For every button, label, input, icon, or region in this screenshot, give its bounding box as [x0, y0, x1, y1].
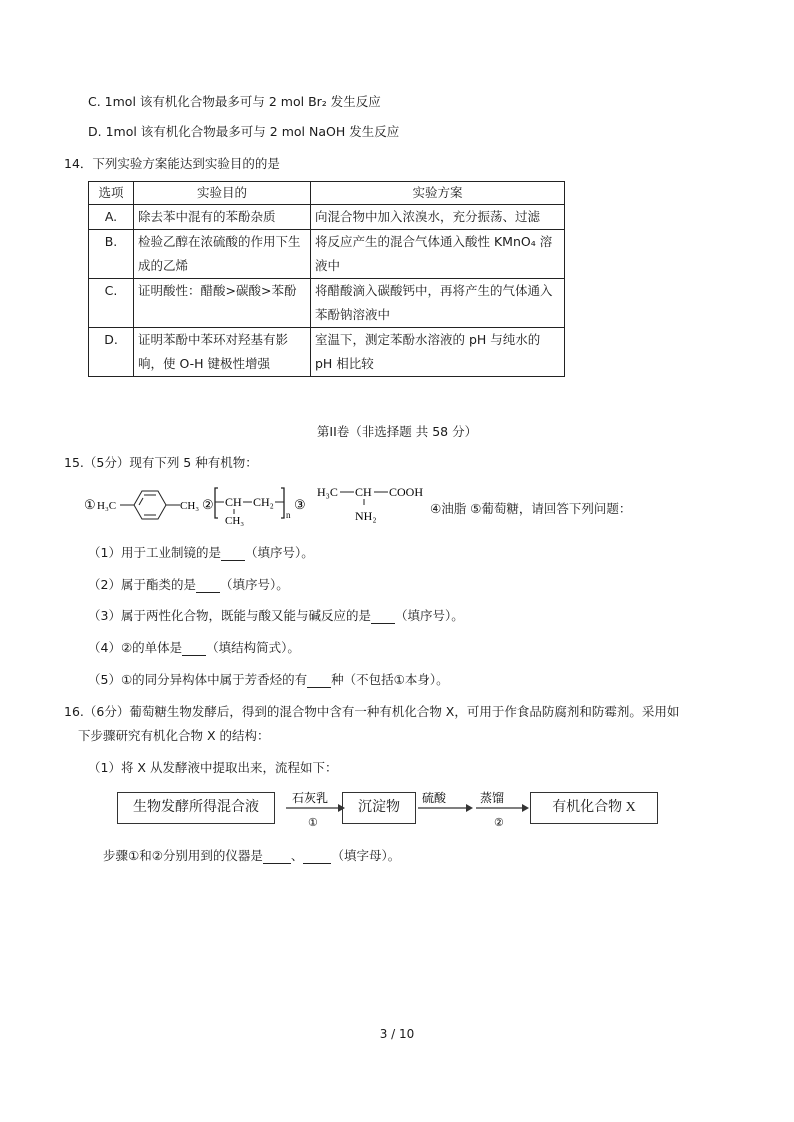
polymer-n: n	[286, 510, 291, 520]
row-plan: 室温下，测定苯酚水溶液的 pH 与纯水的 pH 相比较	[311, 328, 565, 377]
polymer-ch2: CH₂	[253, 495, 274, 509]
sub-text: （填字母）。	[331, 848, 401, 863]
q16-sub-1-tail	[103, 846, 400, 864]
q15-sub-1	[88, 543, 314, 561]
q15-sub-2	[88, 575, 289, 593]
row-goal: 证明苯酚中苯环对羟基有影响，使 O-H 键极性增强	[134, 328, 311, 377]
row-goal: 除去苯中混有的苯酚杂质	[134, 205, 311, 230]
sub-text: （填序号）。	[244, 545, 314, 560]
row-option: A.	[89, 205, 134, 230]
sub-text: （填结构简式）。	[206, 640, 300, 655]
label-1: ①	[84, 497, 96, 512]
row-goal: 证明酸性：醋酸>碳酸>苯酚	[134, 279, 311, 328]
arrow1-step: ①	[308, 817, 318, 829]
alanine-methyl: H₃C	[317, 485, 338, 499]
q15-sub-4	[88, 638, 300, 656]
q14-stem: 14．下列实验方案能达到实验目的的是	[64, 156, 280, 171]
flow-box-compound-x: 有机化合物 X	[530, 792, 658, 824]
label-3: ③	[294, 497, 306, 512]
table-header-row	[89, 182, 565, 205]
table-row	[89, 230, 565, 279]
row-option: C.	[89, 279, 134, 328]
sub-text: 步骤①和②分别用到的仪器是	[103, 848, 263, 863]
q14-options-table	[88, 181, 565, 377]
q13-option-c: C. 1mol 该有机化合物最多可与 2 mol Br₂ 发生反应	[88, 94, 381, 109]
polymer-methyl: CH₃	[225, 515, 245, 527]
row-goal: 检验乙醇在浓硫酸的作用下生成的乙烯	[134, 230, 311, 279]
sub-text: （4）②的单体是	[88, 640, 183, 655]
sub-text: （1）用于工业制镜的是	[88, 545, 221, 560]
q15-structures	[84, 478, 434, 530]
table-row	[89, 328, 565, 377]
q15-sub-5	[88, 670, 449, 688]
q15-tail: ④油脂 ⑤葡萄糖，请回答下列问题：	[430, 501, 632, 516]
answer-blank[interactable]	[182, 640, 206, 656]
arrow3-step: ②	[494, 817, 504, 829]
row-option: D.	[89, 328, 134, 377]
q13-option-d: D. 1mol 该有机化合物最多可与 2 mol NaOH 发生反应	[88, 124, 400, 139]
arrow-right-icon	[338, 804, 345, 812]
sub-text: （填序号）。	[394, 608, 464, 623]
answer-blank[interactable]	[303, 848, 331, 864]
alanine-ch: CH	[355, 485, 372, 499]
sub-text: （2）属于酯类的是	[88, 577, 196, 592]
q15-stem: 15.（5分）现有下列 5 种有机物：	[64, 455, 258, 470]
sub-text: （5）①的同分异构体中属于芳香烃的有	[88, 672, 308, 687]
arrow2-label: 硫酸	[422, 791, 447, 805]
q16-stem-line2: 下步骤研究有机化合物 X 的结构：	[78, 728, 270, 743]
row-plan: 将反应产生的混合气体通入酸性 KMnO₄ 溶液中	[311, 230, 565, 279]
q15-sub-3	[88, 606, 464, 624]
sub-text: 种（不包括①本身）。	[331, 672, 449, 687]
sub-text: （填序号）。	[219, 577, 289, 592]
sub-text: 、	[290, 848, 304, 863]
answer-blank[interactable]	[196, 577, 220, 593]
table-row	[89, 279, 565, 328]
flow-box-precipitate: 沉淀物	[342, 792, 416, 824]
row-plan: 将醋酸滴入碳酸钙中，再将产生的气体通入苯酚钠溶液中	[311, 279, 565, 328]
flow-arrows	[270, 786, 534, 832]
sub-text: （3）属于两性化合物，既能与酸又能与碱反应的是	[88, 608, 371, 623]
header-option: 选项	[89, 182, 134, 205]
row-option: B.	[89, 230, 134, 279]
header-plan: 实验方案	[311, 182, 565, 205]
row-plan: 向混合物中加入浓溴水，充分振荡、过滤	[311, 205, 565, 230]
arrow1-label: 石灰乳	[292, 791, 329, 805]
q16-stem-line1: 16.（6分）葡萄糖生物发酵后，得到的混合物中含有一种有机化合物 X，可用于作食品防腐剂和防霉剂。采用如	[64, 704, 680, 719]
alanine-cooh: COOH	[389, 485, 424, 499]
page-number: 3 / 10	[379, 1027, 415, 1041]
header-goal: 实验目的	[134, 182, 311, 205]
flow-box-mixture: 生物发酵所得混合液	[117, 792, 275, 824]
answer-blank[interactable]	[263, 848, 291, 864]
section-title: 第II卷（非选择题 共 58 分）	[316, 424, 478, 439]
arrow3-label: 蒸馏	[480, 791, 505, 805]
answer-blank[interactable]	[221, 545, 245, 561]
p-xylene-methyl-left: H₃C	[97, 500, 117, 512]
alanine-nh2: NH₂	[355, 509, 377, 523]
q16-sub-1: （1）将 X 从发酵液中提取出来，流程如下：	[88, 760, 338, 775]
polymer-ch: CH	[225, 495, 242, 509]
answer-blank[interactable]	[371, 608, 395, 624]
arrow-right-icon	[466, 804, 473, 812]
table-row	[89, 205, 565, 230]
arrow-right-icon	[522, 804, 529, 812]
p-xylene-methyl-right: CH₃	[180, 500, 200, 512]
answer-blank[interactable]	[307, 672, 331, 688]
label-2: ②	[202, 497, 214, 512]
